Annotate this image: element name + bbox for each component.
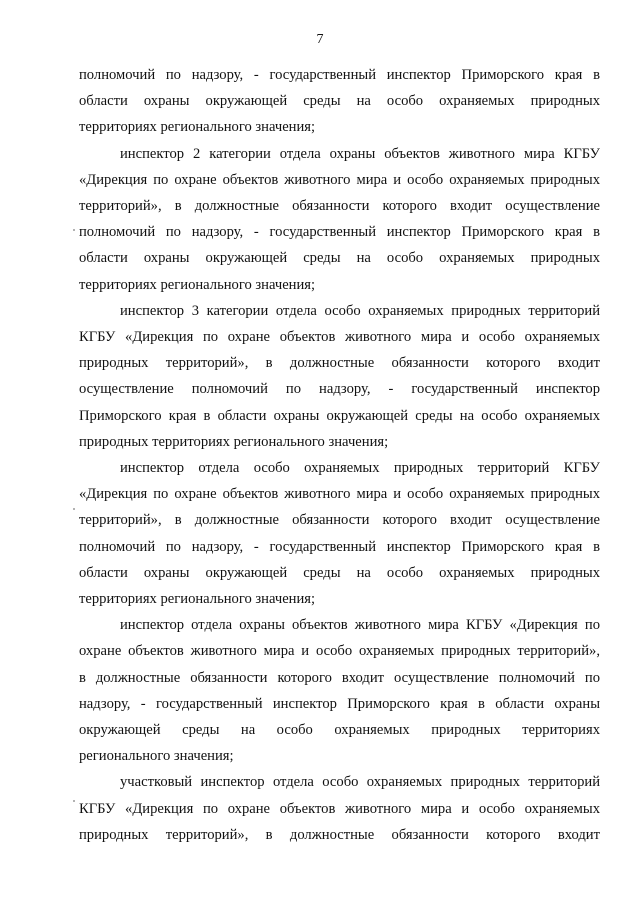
text-line: в должностные обязанности которого входит осуществление полномочий по	[79, 669, 600, 686]
text-line: территорий», в должностные обязанности которого входит осуществление	[79, 512, 600, 529]
text-line: территориях регионального значения;	[79, 276, 316, 293]
paragraph	[79, 62, 600, 141]
paragraph	[79, 455, 600, 612]
text-line: инспектор отдела особо охраняемых природных территорий КГБУ	[120, 460, 600, 477]
text-line: инспектор 2 категории отдела охраны объектов животного мира КГБУ	[120, 145, 600, 162]
text-line: окружающей среды на особо охраняемых природных территориях	[79, 722, 600, 739]
text-line: природных территориях регионального значения;	[79, 433, 389, 450]
paragraph	[79, 298, 600, 455]
text-line: области охраны окружающей среды на особо охраняемых природных	[79, 93, 600, 110]
text-line: полномочий по надзору, - государственный инспектор Приморского края в	[79, 224, 600, 241]
text-line: «Дирекция по охране объектов животного мира и особо охраняемых природных	[79, 486, 600, 503]
text-line: природных территорий», в должностные обязанности которого входит	[79, 826, 600, 843]
text-line: «Дирекция по охране объектов животного мира и особо охраняемых природных	[79, 171, 600, 188]
scan-speck	[73, 800, 75, 802]
text-line: территориях регионального значения;	[79, 119, 316, 136]
text-line: области охраны окружающей среды на особо охраняемых природных	[79, 250, 600, 267]
scan-speck	[73, 229, 75, 231]
text-line: надзору, - государственный инспектор Приморского края в области охраны	[79, 695, 600, 712]
text-line: охране объектов животного мира и особо охраняемых природных территорий»,	[79, 643, 600, 660]
text-line: полномочий по надзору, - государственный инспектор Приморского края в	[79, 67, 600, 83]
text-line: КГБУ «Дирекция по охране объектов животного мира и особо охраняемых	[79, 329, 600, 346]
text-line: территорий», в должностные обязанности которого входит осуществление	[79, 198, 600, 215]
text-line: регионального значения;	[79, 748, 234, 765]
text-line: природных территорий», в должностные обязанности которого входит	[79, 355, 600, 372]
text-line: полномочий по надзору, - государственный инспектор Приморского края в	[79, 538, 600, 555]
document-body	[79, 62, 600, 848]
text-line: инспектор отдела охраны объектов животного мира КГБУ «Дирекция по	[120, 617, 600, 634]
text-line: территориях регионального значения;	[79, 591, 316, 608]
paragraph	[79, 769, 600, 848]
paragraph	[79, 141, 600, 298]
text-line: участковый инспектор отдела особо охраняемых природных территорий	[120, 774, 600, 791]
text-line: инспектор 3 категории отдела особо охраняемых природных территорий	[120, 302, 600, 319]
page-number: 7	[316, 32, 324, 47]
paragraph	[79, 612, 600, 769]
text-line: области охраны окружающей среды на особо охраняемых природных	[79, 564, 600, 581]
text-line: осуществление полномочий по надзору, - государственный инспектор	[79, 381, 600, 398]
text-line: КГБУ «Дирекция по охране объектов животного мира и особо охраняемых	[79, 800, 600, 817]
scan-speck	[73, 508, 75, 510]
text-line: Приморского края в области охраны окружающей среды на особо охраняемых	[79, 407, 600, 424]
